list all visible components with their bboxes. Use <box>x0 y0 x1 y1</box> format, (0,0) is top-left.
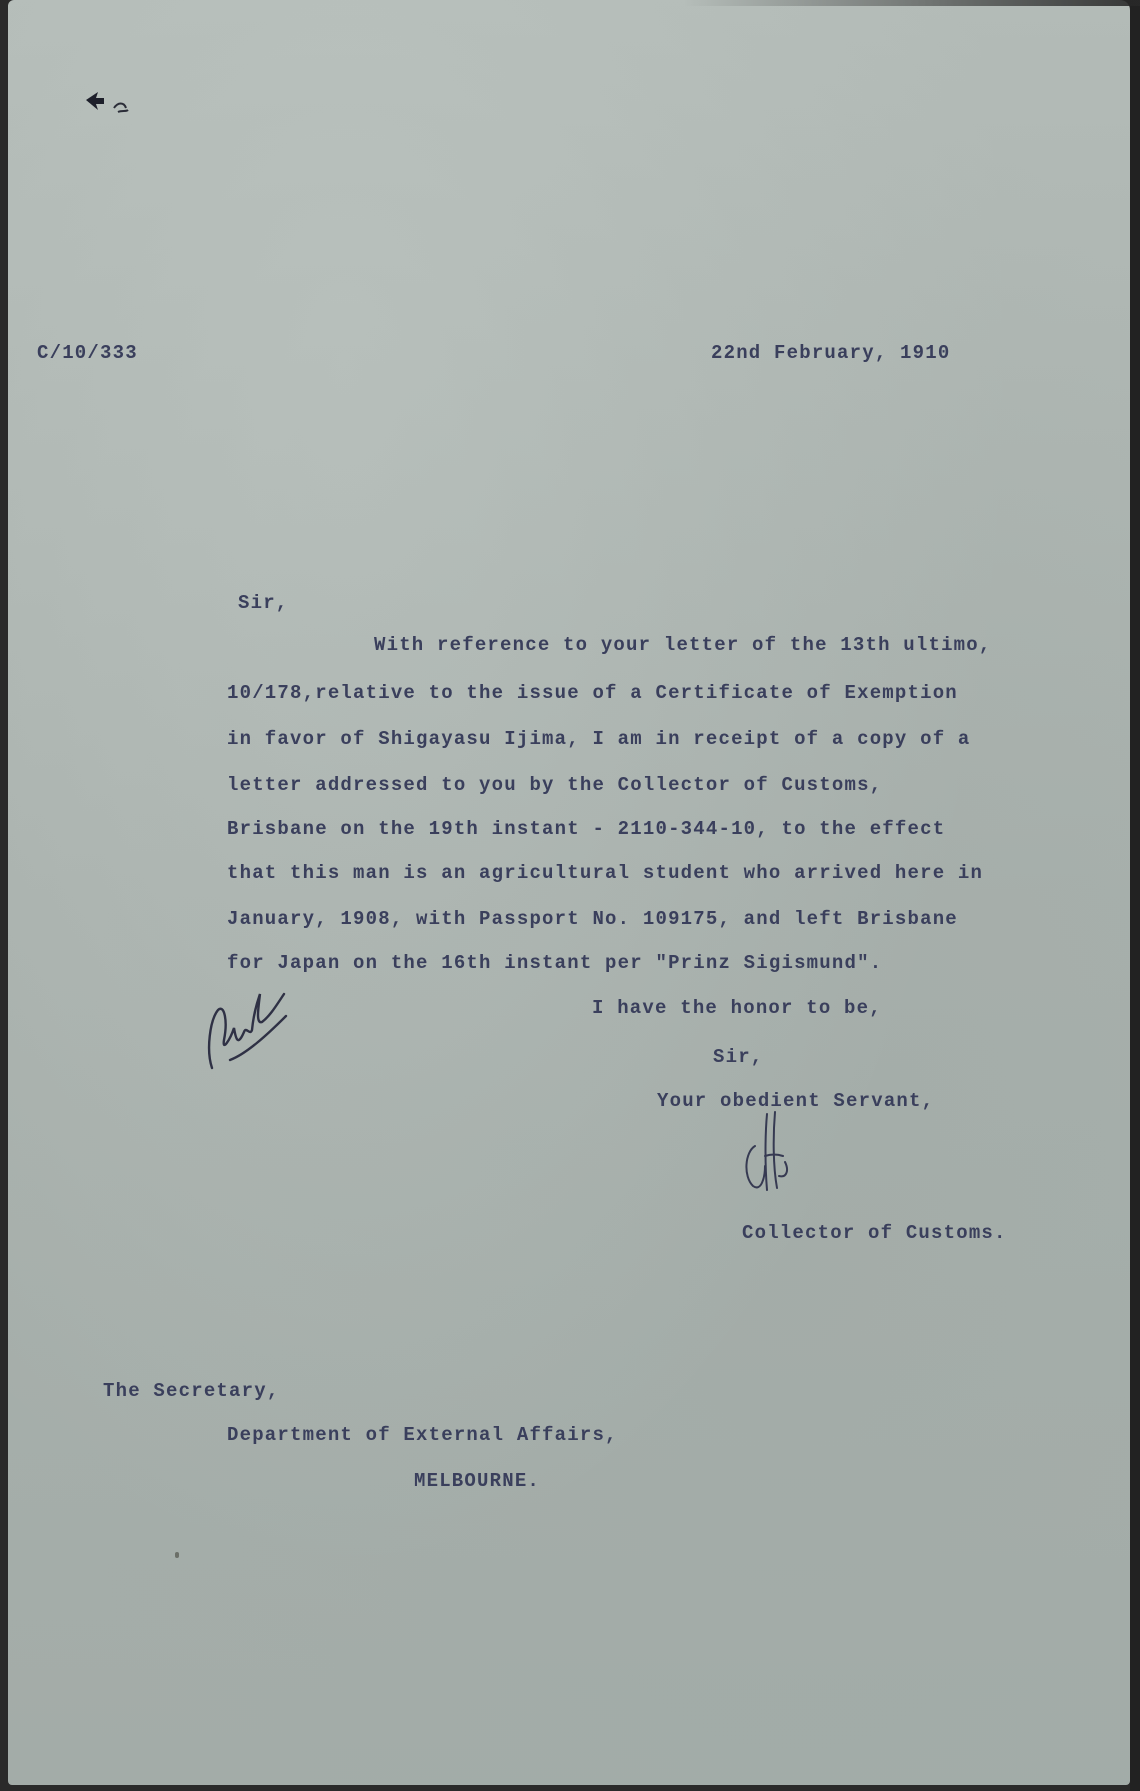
paper-speck <box>175 1552 179 1558</box>
body-line: that this man is an agricultural student who arrived here in <box>227 862 984 884</box>
scan-edge-top <box>0 0 1140 6</box>
closing-line: Your obedient Servant, <box>657 1090 935 1112</box>
addressee-line: The Secretary, <box>103 1380 280 1402</box>
letter-page <box>8 0 1130 1785</box>
body-line: letter addressed to you by the Collector of Customs, <box>227 774 883 796</box>
body-line: Brisbane on the 19th instant - 2110-344-10, to the effect <box>227 818 946 840</box>
reference-number: C/10/333 <box>37 342 138 364</box>
addressee-line: Department of External Affairs, <box>227 1424 618 1446</box>
body-line: in favor of Shigayasu Ijima, I am in receipt of a copy of a <box>227 728 971 750</box>
closing-line: Sir, <box>713 1046 764 1068</box>
body-line: for Japan on the 16th instant per "Prinz Sigismund". <box>227 952 883 974</box>
body-line: With reference to your letter of the 13th ultimo, <box>374 634 992 656</box>
closing-line: I have the honor to be, <box>592 997 882 1019</box>
addressee-line: MELBOURNE. <box>414 1470 541 1492</box>
signature-title: Collector of Customs. <box>742 1222 1007 1244</box>
letter-date: 22nd February, 1910 <box>711 342 951 364</box>
handwritten-signature <box>735 1106 795 1196</box>
handwritten-initials <box>200 980 290 1075</box>
body-line: 10/178,relative to the issue of a Certificate of Exemption <box>227 682 958 704</box>
salutation: Sir, <box>238 592 289 614</box>
body-line: January, 1908, with Passport No. 109175, and left Brisbane <box>227 908 958 930</box>
scan-edge <box>1130 0 1140 1791</box>
pen-mark-icon <box>82 82 142 122</box>
